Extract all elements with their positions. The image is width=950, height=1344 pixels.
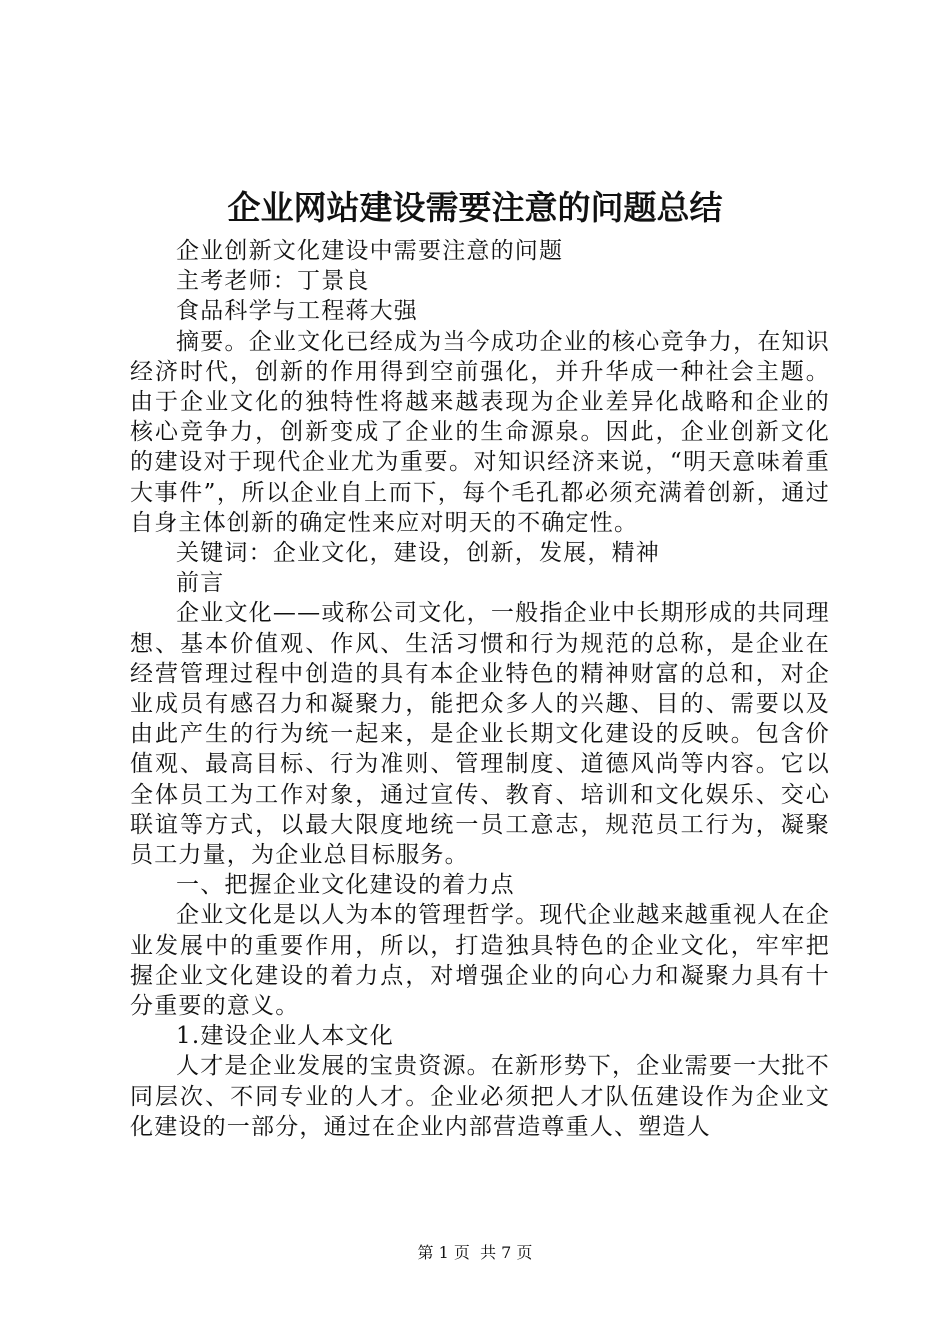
subsection-1-heading: 1.建设企业人本文化 [176,1023,394,1050]
section-1-paragraph: 企业文化是以人为本的管理哲学。现代企业越来越重视人在企业发展中的重要作用，所以，打造独具特色的企业文化，牢牢把握企业文化建设的着力点，对增强企业的向心力和凝聚力具有十分重要的意义。 [130,902,830,1020]
subsection-1-paragraph: 人才是企业发展的宝贵资源。在新形势下，企业需要一大批不同层次、不同专业的人才。企业必须把人才队伍建设作为企业文化建设的一部分，通过在企业内部营造尊重人、塑造人 [130,1053,830,1140]
document-body [130,236,830,1142]
document-title: 企业网站建设需要注意的问题总结 [227,188,723,227]
page-footer: 第 1 页 共 7 页 [417,1243,533,1262]
preface-heading: 前言 [176,570,225,597]
preface-paragraph: 企业文化——或称公司文化，一般指企业中长期形成的共同理想、基本价值观、作风、生活习惯和行为规范的总称，是企业在经营管理过程中创造的具有本企业特色的精神财富的总和，对企业成员有感召力和凝聚力，能把众多人的兴趣、目的、需要以及由此产生的行为统一起来，是企业长期文化建设的反映。包含价值观、最高目标、行为准则、管理制度、道德风尚等内容。它以全体员工为工作对象，通过宣传、教育、培训和文化娱乐、交心联谊等方式，以最大限度地统一员工意志，规范员工行为，凝聚员工力量，为企业总目标服务。 [130,600,830,869]
abstract-paragraph: 摘要。企业文化已经成为当今成功企业的核心竞争力，在知识经济时代，创新的作用得到空前强化，并升华成一种社会主题。由于企业文化的独特性将越来越表现为企业差异化战略和企业的核心竞争力，创新变成了企业的生命源泉。因此，企业创新文化的建设对于现代企业尤为重要。对知识经济来说，“明天意味着重大事件”，所以企业自上而下，每个毛孔都必须充满着创新，通过自身主体创新的确定性来应对明天的不确定性。 [130,328,830,536]
subtitle-paragraph: 企业创新文化建设中需要注意的问题 [176,238,564,264]
examiner-paragraph: 主考老师：丁景良 [176,268,370,295]
section-1-heading: 一、把握企业文化建设的着力点 [176,872,515,899]
author-paragraph: 食品科学与工程蒋大强 [176,298,418,325]
keywords-paragraph: 关键词：企业文化，建设，创新，发展，精神 [176,540,660,567]
